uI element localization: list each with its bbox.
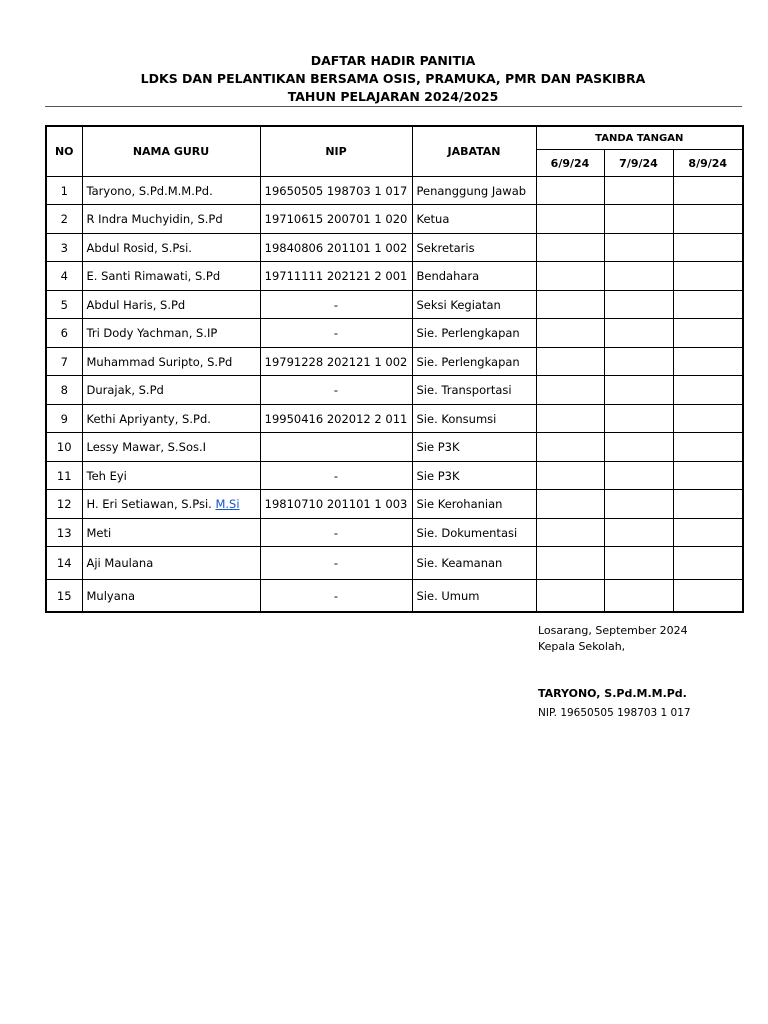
table-row	[46, 205, 743, 234]
signature-position: Kepala Sekolah,	[538, 640, 626, 653]
nip-cell: 19950416 202012 2 011	[260, 405, 412, 433]
signature-cell	[673, 405, 743, 433]
teacher-name	[82, 547, 260, 580]
signature-cell	[536, 177, 604, 205]
teacher-name	[82, 262, 260, 291]
signature-cell	[536, 205, 604, 234]
header-date: 8/9/24	[673, 150, 743, 177]
signature-cell	[604, 519, 673, 547]
row-number: 5	[46, 291, 82, 319]
teacher-name-text: Tri Dody Yachman, S.IP	[86, 326, 218, 340]
jabatan-cell: Sie. Perlengkapan	[412, 319, 536, 348]
jabatan-cell: Sie. Umum	[412, 580, 536, 613]
table-row	[46, 405, 743, 433]
signature-name: TARYONO, S.Pd.M.M.Pd.	[538, 687, 687, 700]
signature-cell	[673, 319, 743, 348]
signature-cell	[536, 405, 604, 433]
teacher-name-text: E. Santi Rimawati, S.Pd	[86, 269, 221, 283]
nip-cell: -	[260, 519, 412, 547]
signature-cell	[604, 205, 673, 234]
title-line-1: DAFTAR HADIR PANITIA	[310, 53, 476, 68]
row-number: 7	[46, 348, 82, 376]
teacher-name	[82, 319, 260, 348]
signature-cell	[673, 291, 743, 319]
nip-cell: 19711111 202121 2 001	[260, 262, 412, 291]
table-row	[46, 580, 743, 613]
row-number: 14	[46, 547, 82, 580]
nip-cell: -	[260, 547, 412, 580]
teacher-name	[82, 405, 260, 433]
teacher-name	[82, 205, 260, 234]
table-row	[46, 519, 743, 547]
jabatan-cell: Sie. Keamanan	[412, 547, 536, 580]
jabatan-cell: Ketua	[412, 205, 536, 234]
signature-cell	[673, 433, 743, 462]
signature-cell	[536, 433, 604, 462]
nip-cell: 19710615 200701 1 020	[260, 205, 412, 234]
jabatan-cell: Sie. Transportasi	[412, 376, 536, 405]
row-number: 11	[46, 462, 82, 490]
table-row	[46, 291, 743, 319]
signature-cell	[604, 177, 673, 205]
row-number: 13	[46, 519, 82, 547]
teacher-name	[82, 433, 260, 462]
signature-cell	[536, 519, 604, 547]
signature-cell	[673, 177, 743, 205]
signature-cell	[536, 376, 604, 405]
attendance-table	[45, 125, 744, 613]
teacher-name	[82, 177, 260, 205]
table-header-row	[46, 126, 743, 150]
row-number: 9	[46, 405, 82, 433]
table-row	[46, 348, 743, 376]
header-date: 6/9/24	[536, 150, 604, 177]
teacher-name-text: Taryono, S.Pd.M.M.Pd.	[86, 183, 213, 198]
jabatan-cell: Sie P3K	[412, 462, 536, 490]
teacher-name-text: Kethi Apriyanty, S.Pd.	[86, 411, 211, 426]
table-row	[46, 319, 743, 348]
signature-cell	[604, 376, 673, 405]
teacher-name-text: Durajak, S.Pd	[86, 383, 164, 397]
signature-cell	[673, 462, 743, 490]
signature-cell	[604, 234, 673, 262]
teacher-name-text: Mulyana	[86, 588, 136, 603]
signature-cell	[536, 580, 604, 613]
jabatan-cell: Bendahara	[412, 262, 536, 291]
table-row	[46, 177, 743, 205]
signature-cell	[673, 490, 743, 519]
jabatan-cell: Seksi Kegiatan	[412, 291, 536, 319]
table-row	[46, 490, 743, 519]
row-number: 2	[46, 205, 82, 234]
teacher-name-text: Lessy Mawar, S.Sos.I	[86, 440, 207, 454]
teacher-name	[82, 348, 260, 376]
signature-cell	[604, 580, 673, 613]
signature-cell	[673, 376, 743, 405]
signature-cell	[604, 490, 673, 519]
table-row	[46, 262, 743, 291]
signature-cell	[673, 580, 743, 613]
teacher-name	[82, 519, 260, 547]
signature-cell	[604, 262, 673, 291]
title-divider	[45, 106, 742, 107]
table-row	[46, 433, 743, 462]
nip-cell: 19791228 202121 1 002	[260, 348, 412, 376]
row-number: 4	[46, 262, 82, 291]
teacher-name-text: H. Eri Setiawan, S.Psi.	[86, 497, 216, 511]
header-signature: TANDA TANGAN	[536, 126, 743, 150]
row-number: 15	[46, 580, 82, 613]
signature-cell	[604, 291, 673, 319]
signature-cell	[536, 319, 604, 348]
signature-cell	[536, 348, 604, 376]
signature-cell	[604, 462, 673, 490]
table-body	[46, 177, 743, 613]
document-title	[0, 52, 768, 106]
signature-cell	[673, 205, 743, 234]
row-number: 3	[46, 234, 82, 262]
nip-cell: 19650505 198703 1 017	[260, 177, 412, 205]
header-no: NO	[46, 126, 82, 177]
nip-cell: 19840806 201101 1 002	[260, 234, 412, 262]
table-row	[46, 462, 743, 490]
teacher-name-text: Meti	[86, 525, 112, 540]
signature-cell	[673, 519, 743, 547]
signature-cell	[536, 291, 604, 319]
teacher-name	[82, 234, 260, 262]
signature-cell	[604, 319, 673, 348]
row-number: 12	[46, 490, 82, 519]
signature-cell	[673, 262, 743, 291]
signature-nip: NIP. 19650505 198703 1 017	[538, 707, 691, 719]
jabatan-cell: Sie. Perlengkapan	[412, 348, 536, 376]
signature-cell	[536, 462, 604, 490]
signature-cell	[604, 348, 673, 376]
teacher-name	[82, 580, 260, 613]
signature-cell	[604, 547, 673, 580]
title-line-3: TAHUN PELAJARAN 2024/2025	[287, 89, 499, 104]
signature-cell	[673, 348, 743, 376]
teacher-name	[82, 376, 260, 405]
nip-cell: -	[260, 580, 412, 613]
row-number: 6	[46, 319, 82, 348]
jabatan-cell: Sekretaris	[412, 234, 536, 262]
teacher-name-text: Abdul Haris, S.Pd	[86, 297, 186, 312]
header-jabatan: JABATAN	[412, 126, 536, 177]
signature-cell	[604, 405, 673, 433]
signature-place-date: Losarang, September 2024	[538, 624, 688, 637]
signature-cell	[536, 490, 604, 519]
jabatan-cell: Sie Kerohanian	[412, 490, 536, 519]
nip-cell	[260, 433, 412, 462]
signature-cell	[673, 547, 743, 580]
row-number: 1	[46, 177, 82, 205]
signature-cell	[604, 433, 673, 462]
teacher-name	[82, 291, 260, 319]
teacher-name-text: Muhammad Suripto, S.Pd	[86, 354, 233, 369]
jabatan-cell: Penanggung Jawab	[412, 177, 536, 205]
jabatan-cell: Sie. Konsumsi	[412, 405, 536, 433]
header-name: NAMA GURU	[82, 126, 260, 177]
teacher-name	[82, 462, 260, 490]
nip-cell: -	[260, 291, 412, 319]
signature-cell	[673, 234, 743, 262]
jabatan-cell: Sie P3K	[412, 433, 536, 462]
teacher-name	[82, 490, 260, 519]
teacher-name-text: Aji Maulana	[86, 556, 154, 570]
table-row	[46, 547, 743, 580]
header-date: 7/9/24	[604, 150, 673, 177]
row-number: 10	[46, 433, 82, 462]
title-line-2: LDKS DAN PELANTIKAN BERSAMA OSIS, PRAMUKA, PMR DAN PASKIBRA	[140, 71, 646, 86]
degree-link[interactable]: M.Si	[215, 497, 240, 511]
table-row	[46, 376, 743, 405]
nip-cell: -	[260, 462, 412, 490]
jabatan-cell: Sie. Dokumentasi	[412, 519, 536, 547]
teacher-name-text: R Indra Muchyidin, S.Pd	[86, 212, 223, 226]
signature-cell	[536, 547, 604, 580]
signature-cell	[536, 234, 604, 262]
signature-cell	[536, 262, 604, 291]
table-row	[46, 234, 743, 262]
nip-cell: 19810710 201101 1 003	[260, 490, 412, 519]
header-nip: NIP	[260, 126, 412, 177]
row-number: 8	[46, 376, 82, 405]
nip-cell: -	[260, 376, 412, 405]
teacher-name-text: Abdul Rosid, S.Psi.	[86, 240, 192, 255]
nip-cell: -	[260, 319, 412, 348]
teacher-name-text: Teh Eyi	[86, 468, 127, 483]
